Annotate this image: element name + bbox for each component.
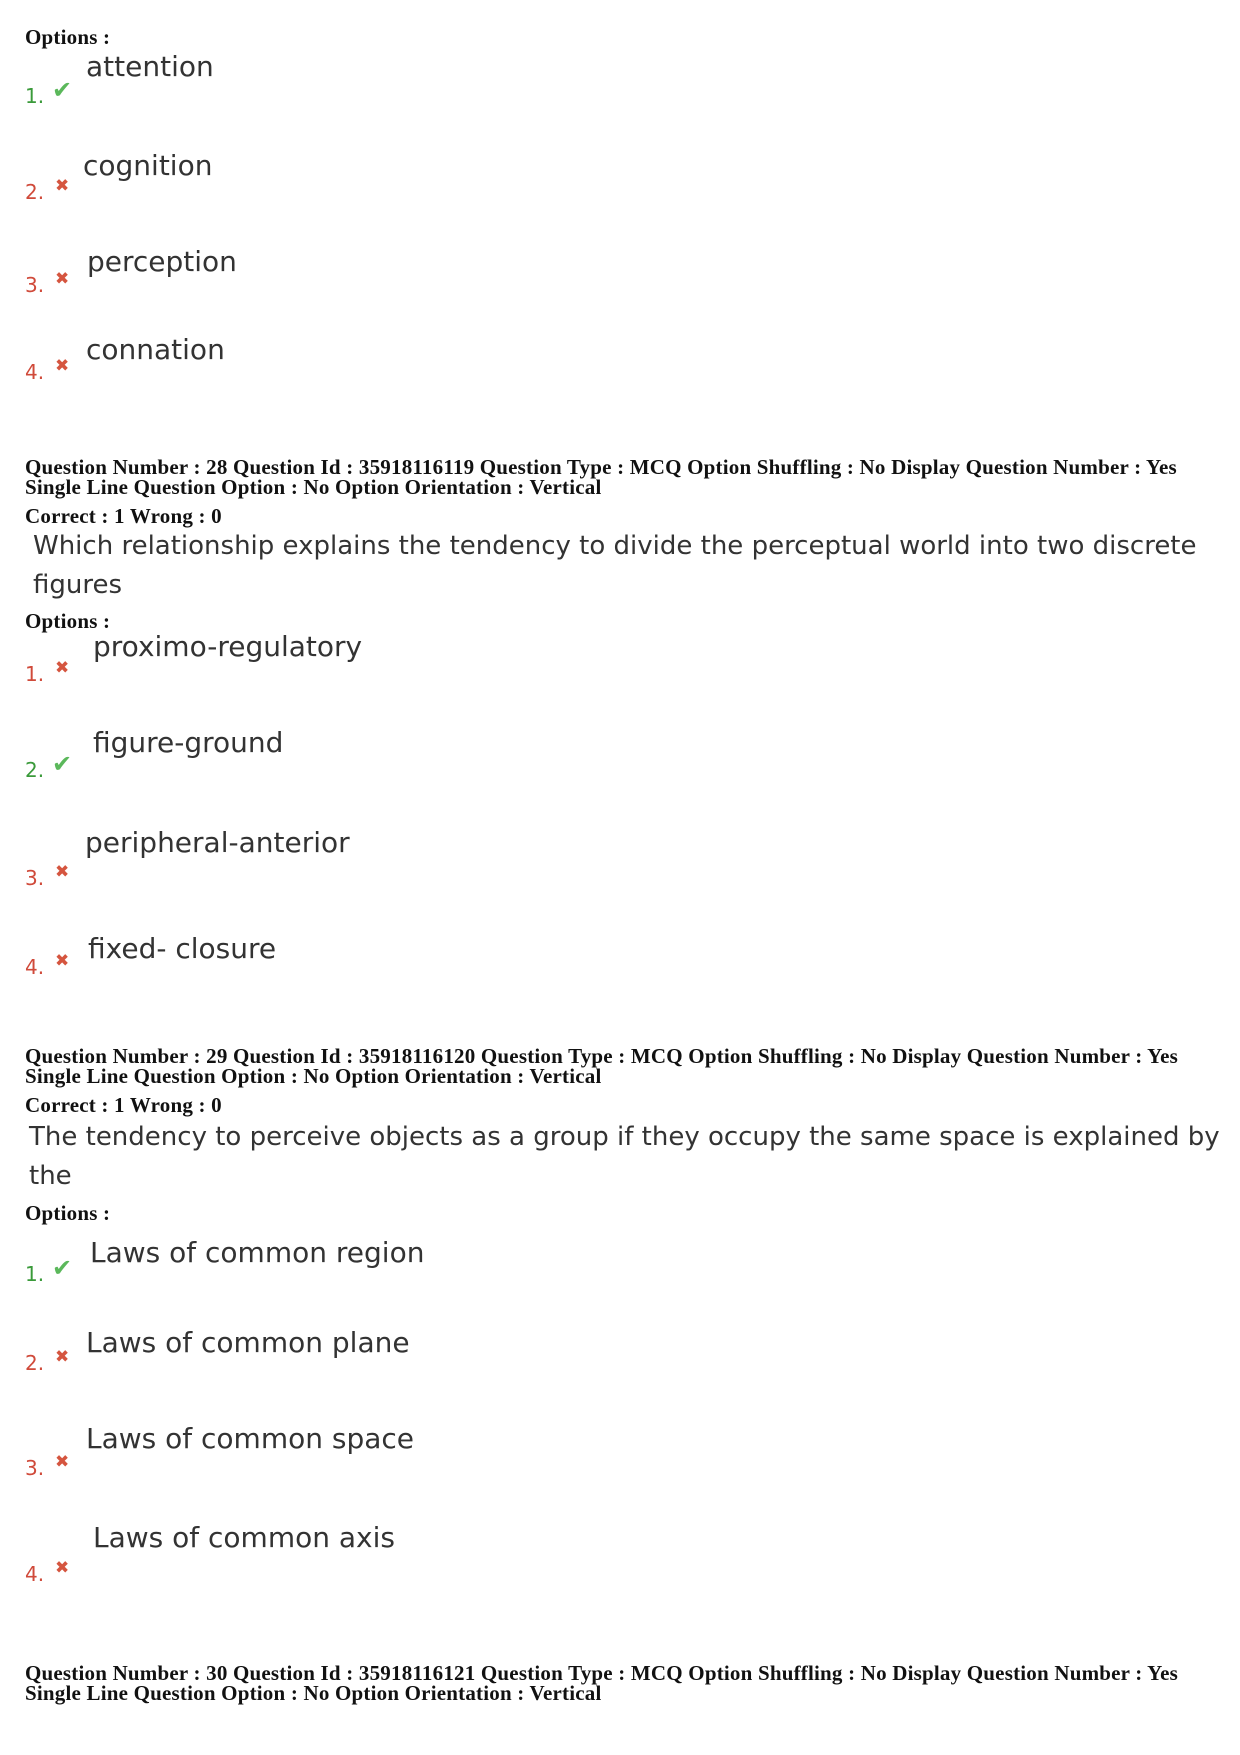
question-meta: Single Line Question Option : No Option Orientation : Vertical (25, 1064, 602, 1088)
cross-icon: ✖ (55, 1452, 70, 1472)
option-text: Laws of common plane (86, 1326, 410, 1359)
option-text: peripheral-anterior (85, 826, 350, 859)
option-text: Laws of common axis (93, 1521, 395, 1554)
option-number: 3. (25, 1456, 45, 1480)
score-info: Correct : 1 Wrong : 0 (25, 1093, 222, 1117)
question-meta: Question Number : 28 Question Id : 35918116119 Question Type : MCQ Option Shuffling : No Display Question Number : Yes (25, 455, 1177, 479)
question-meta: Question Number : 30 Question Id : 35918116121 Question Type : MCQ Option Shuffling : No Display Question Number : Yes (25, 1661, 1179, 1685)
cross-icon: ✖ (55, 356, 70, 376)
options-label: Options : (25, 609, 111, 633)
cross-icon: ✖ (55, 1558, 70, 1578)
option-number: 4. (25, 1562, 45, 1586)
option-number: 1. (25, 84, 45, 108)
cross-icon: ✖ (55, 658, 70, 678)
option-number: 1. (25, 662, 45, 686)
option-text: connation (86, 333, 225, 366)
option-number: 3. (25, 273, 45, 297)
option-text: Laws of common region (90, 1236, 425, 1269)
cross-icon: ✖ (55, 176, 70, 196)
option-number: 4. (25, 955, 45, 979)
question-meta: Single Line Question Option : No Option Orientation : Vertical (25, 475, 602, 499)
option-text: cognition (83, 149, 213, 182)
option-number: 2. (25, 180, 45, 204)
check-icon: ✔ (52, 76, 73, 104)
option-number: 4. (25, 360, 45, 384)
option-text: proximo-regulatory (93, 630, 363, 663)
cross-icon: ✖ (55, 862, 70, 882)
question-text: Which relationship explains the tendency to divide the perceptual world into two discrete (33, 531, 1197, 561)
option-number: 2. (25, 1351, 45, 1375)
option-text: figure-ground (93, 726, 284, 759)
option-text: Laws of common space (86, 1422, 415, 1455)
option-text: fixed- closure (88, 932, 277, 965)
option-number: 3. (25, 866, 45, 890)
check-icon: ✔ (52, 750, 73, 778)
options-label: Options : (25, 1201, 111, 1225)
cross-icon: ✖ (55, 951, 70, 971)
question-text: the (29, 1161, 72, 1191)
question-text: figures (33, 570, 123, 600)
option-text: perception (87, 245, 237, 278)
option-number: 1. (25, 1262, 45, 1286)
question-text: The tendency to perceive objects as a group if they occupy the same space is explained by (29, 1122, 1220, 1152)
question-meta: Question Number : 29 Question Id : 35918116120 Question Type : MCQ Option Shuffling : No Display Question Number : Yes (25, 1044, 1179, 1068)
options-label: Options : (25, 25, 111, 49)
cross-icon: ✖ (55, 1347, 70, 1367)
option-number: 2. (25, 758, 45, 782)
question-meta: Single Line Question Option : No Option Orientation : Vertical (25, 1681, 602, 1705)
score-info: Correct : 1 Wrong : 0 (25, 504, 222, 528)
check-icon: ✔ (52, 1254, 73, 1282)
option-text: attention (86, 50, 214, 83)
cross-icon: ✖ (55, 269, 70, 289)
